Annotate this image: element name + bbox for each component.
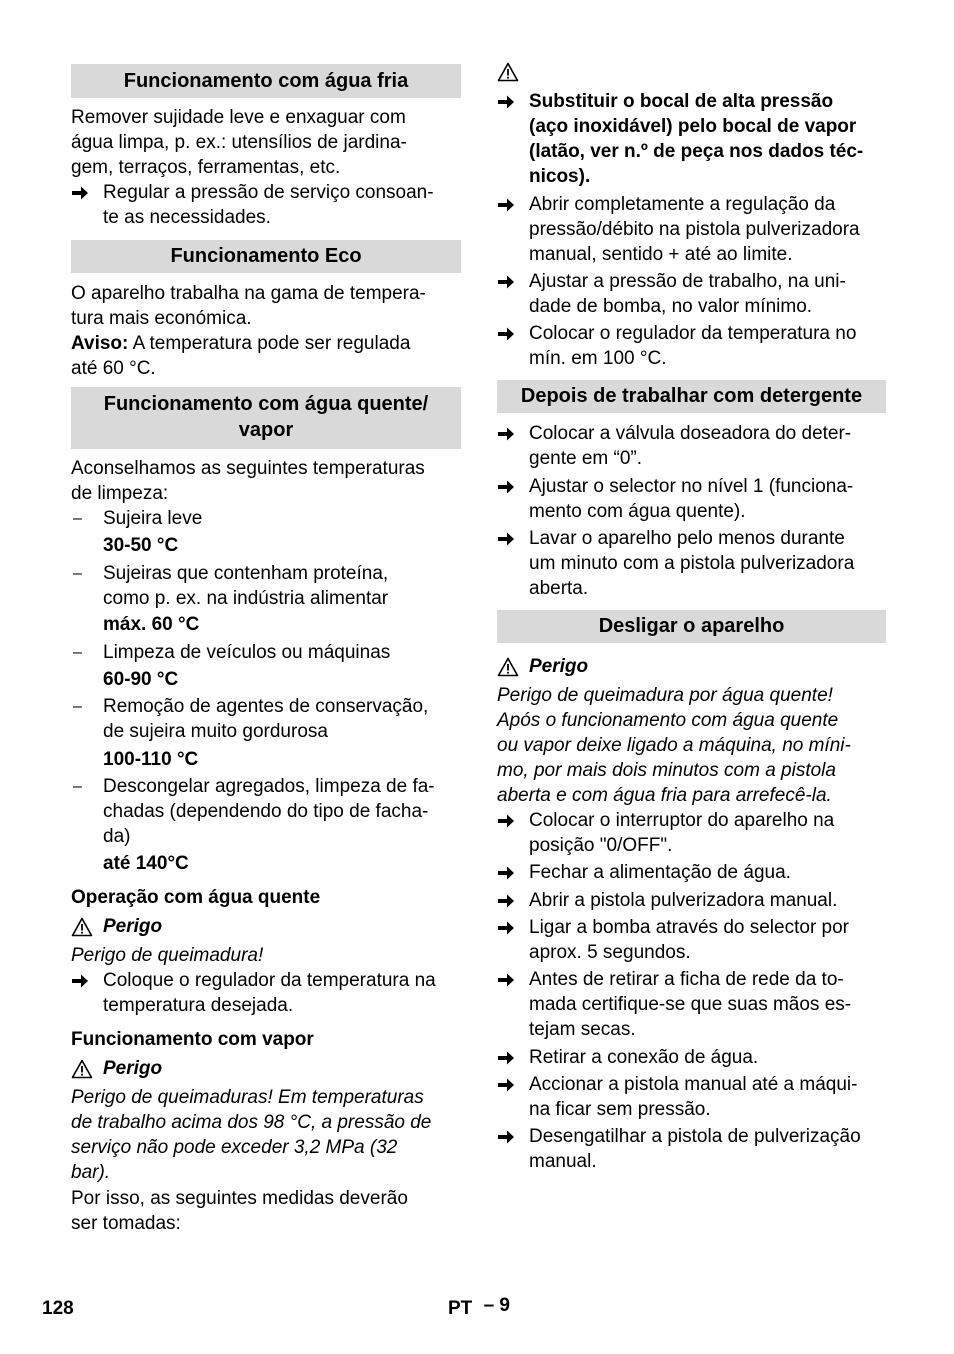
list-item: [71, 694, 461, 744]
arrow-right-icon: [497, 321, 527, 346]
heading-text: vapor: [238, 419, 294, 441]
danger-notice: [71, 1056, 461, 1081]
text-line: Colocar o interruptor do aparelho na: [529, 810, 835, 831]
text-line: pressão/débito na pistola pulverizadora: [529, 219, 860, 240]
temperature-value: 60-90 °C: [103, 669, 179, 690]
arrow-right-icon: [497, 269, 527, 294]
instruction-item: [497, 915, 886, 965]
text-line: dade de bomba, no valor mínimo.: [529, 296, 813, 317]
arrow-right-icon: [71, 180, 101, 205]
text-line: Por isso, as seguintes medidas deverão: [71, 1188, 408, 1209]
danger-label: Perigo: [103, 1058, 163, 1079]
text-line: Colocar o regulador da temperatura no: [529, 323, 857, 344]
instruction-item: [497, 1124, 886, 1174]
text-line: mada certifique-se que suas mãos es-: [529, 994, 852, 1015]
heading-detergente: [497, 380, 886, 413]
text-line: mo, por mais dois minutos com a pistola: [497, 760, 836, 781]
dash-bullet: –: [73, 510, 82, 527]
text-line: chadas (dependendo do tipo de facha-: [103, 801, 429, 822]
instruction-item: [497, 269, 886, 319]
instruction-item: [71, 968, 461, 1018]
text-line: gente em “0”.: [529, 448, 642, 469]
instruction-item: [497, 1045, 886, 1070]
paragraph-eco: [71, 281, 461, 381]
dash-bullet: –: [73, 778, 82, 795]
list-item: [71, 640, 461, 665]
text-line: serviço não pode exceder 3,2 MPa (32: [71, 1137, 398, 1158]
arrow-right-icon: [497, 888, 527, 913]
instruction-item: [497, 967, 886, 1042]
heading-text: Desligar o aparelho: [598, 615, 785, 637]
text-line: da): [103, 826, 131, 847]
text-line: Ligar a bomba através do selector por: [529, 917, 850, 938]
text-line: Coloque o regulador da temperatura na: [103, 970, 436, 991]
text-line: ou vapor deixe ligado a máquina, no míni-: [497, 735, 851, 756]
heading-text: Funcionamento Eco: [170, 245, 362, 267]
list-item: [71, 561, 461, 611]
paragraph-agua-fria: [71, 105, 461, 180]
aviso-label: Aviso:: [71, 333, 129, 354]
heading-text: Depois de trabalhar com detergente: [520, 385, 863, 407]
text-line: temperatura desejada.: [103, 995, 294, 1016]
text-line: Sujeira leve: [103, 508, 203, 529]
text-line: aprox. 5 segundos.: [529, 942, 691, 963]
instruction-item: [497, 192, 886, 267]
danger-label: Perigo: [103, 916, 163, 937]
text-line: água limpa, p. ex.: utensílios de jardina-: [71, 132, 407, 153]
text-line: Abrir completamente a regulação da: [529, 194, 836, 215]
text-line: O aparelho trabalha na gama de tempera-: [71, 283, 426, 304]
instruction-item: [497, 808, 886, 858]
text-line: Regular a pressão de serviço consoan-: [103, 182, 434, 203]
text-line: A temperatura pode ser regulada: [132, 333, 411, 354]
danger-label: Perigo: [529, 656, 589, 677]
list-value: [71, 667, 461, 692]
dash-bullet: –: [73, 644, 82, 661]
text-line: Perigo de queimaduras! Em temperaturas: [71, 1087, 424, 1108]
text-line: tura mais económica.: [71, 308, 252, 329]
text-line: Aconselhamos as seguintes temperaturas: [71, 458, 425, 479]
instruction-item: [497, 860, 886, 885]
text-line: de trabalho acima dos 98 °C, a pressão de: [71, 1112, 432, 1133]
danger-text: Perigo de queimadura!: [71, 945, 264, 966]
text-line: um minuto com a pistola pulverizadora: [529, 553, 855, 574]
text-line: aberta.: [529, 578, 589, 599]
arrow-right-icon: [497, 1045, 527, 1070]
text-line: Substituir o bocal de alta pressão: [529, 91, 834, 112]
arrow-right-icon: [497, 915, 527, 940]
arrow-right-icon: [497, 808, 527, 833]
temperature-value: até 140°C: [103, 853, 189, 874]
heading-text: Funcionamento com água fria: [123, 70, 409, 92]
list-value: [71, 851, 461, 876]
text-line: Após o funcionamento com água quente: [497, 710, 839, 731]
text-line: te as necessidades.: [103, 207, 271, 228]
heading-agua-quente: [71, 387, 461, 449]
text-line: de sujeira muito gordurosa: [103, 721, 328, 742]
instruction-item: [497, 888, 886, 913]
page-number: 128: [42, 1298, 74, 1319]
heading-agua-fria: [71, 64, 461, 98]
text-line: manual, sentido + até ao limite.: [529, 244, 793, 265]
list-item: [71, 774, 461, 849]
text-line: Accionar a pistola manual até a máqui-: [529, 1074, 858, 1095]
text-line: (latão, ver n.º de peça nos dados téc-: [529, 141, 864, 162]
danger-notice: [71, 914, 461, 939]
language-code: PT: [448, 1298, 473, 1319]
text-line: tejam secas.: [529, 1019, 636, 1040]
list-value: [71, 533, 461, 558]
text-line: Fechar a alimentação de água.: [529, 862, 791, 883]
temperature-value: 30-50 °C: [103, 535, 179, 556]
warning-triangle-icon: [497, 657, 519, 677]
list-value: [71, 612, 461, 637]
text-line: Remoção de agentes de conservação,: [103, 696, 429, 717]
section-page: – 9: [483, 1295, 510, 1316]
arrow-right-icon: [497, 526, 527, 551]
text-line: bar).: [71, 1162, 111, 1183]
text-line: gem, terraços, ferramentas, etc.: [71, 157, 341, 178]
text-line: mín. em 100 °C.: [529, 348, 667, 369]
text-line: posição "0/OFF".: [529, 835, 673, 856]
arrow-right-icon: [497, 860, 527, 885]
warning-triangle-icon: [71, 1059, 93, 1079]
dash-bullet: –: [73, 565, 82, 582]
temperature-value: máx. 60 °C: [103, 614, 200, 635]
arrow-right-icon: [497, 89, 527, 114]
text-line: Lavar o aparelho pelo menos durante: [529, 528, 845, 549]
heading-text: Funcionamento com água quente/: [103, 393, 429, 415]
text-line: como p. ex. na indústria alimentar: [103, 588, 389, 609]
arrow-right-icon: [497, 1072, 527, 1097]
instruction-item: [497, 1072, 886, 1122]
text-line: aberta e com água fria para arrefecê-la.: [497, 785, 832, 806]
arrow-right-icon: [497, 967, 527, 992]
warning-triangle-icon: [71, 917, 93, 937]
text-line: Desengatilhar a pistola de pulverização: [529, 1126, 861, 1147]
text-line: mento com água quente).: [529, 501, 746, 522]
text-line: Ajustar o selector no nível 1 (funciona-: [529, 476, 854, 497]
warning-triangle-icon: [497, 62, 886, 88]
instruction-item: [71, 180, 461, 230]
text-line: manual.: [529, 1151, 597, 1172]
danger-text: [497, 683, 886, 808]
heading-desligar: [497, 610, 886, 643]
subheading-vapor: Funcionamento com vapor: [71, 1029, 314, 1050]
dash-bullet: –: [73, 698, 82, 715]
instruction-item: [497, 421, 886, 471]
arrow-right-icon: [497, 192, 527, 217]
instruction-item: [497, 321, 886, 371]
text-line: Abrir a pistola pulverizadora manual.: [529, 890, 838, 911]
text-line: de limpeza:: [71, 483, 169, 504]
paragraph-temperaturas: [71, 456, 461, 506]
text-line: Ajustar a pressão de trabalho, na uni-: [529, 271, 846, 292]
text-line: (aço inoxidável) pelo bocal de vapor: [529, 116, 857, 137]
text-line: Limpeza de veículos ou máquinas: [103, 642, 391, 663]
instruction-item: [497, 526, 886, 601]
text-line: nicos).: [529, 166, 591, 187]
text-line: Descongelar agregados, limpeza de fa-: [103, 776, 435, 797]
paragraph-medidas: [71, 1186, 461, 1236]
text-line: Antes de retirar a ficha de rede da to-: [529, 969, 844, 990]
list-item: [71, 506, 461, 531]
instruction-item: [497, 474, 886, 524]
arrow-right-icon: [497, 1124, 527, 1149]
text-line: Perigo de queimadura por água quente!: [497, 685, 833, 706]
footer-lang: [448, 1296, 510, 1321]
temperature-value: 100-110 °C: [103, 749, 199, 770]
text-line: na ficar sem pressão.: [529, 1099, 711, 1120]
text-line: Sujeiras que contenham proteína,: [103, 563, 389, 584]
arrow-right-icon: [71, 968, 101, 993]
arrow-right-icon: [497, 474, 527, 499]
text-line: até 60 °C.: [71, 358, 156, 379]
instruction-item: [497, 89, 886, 189]
text-line: Remover sujidade leve e enxaguar com: [71, 107, 406, 128]
heading-eco: [71, 240, 461, 273]
text-line: Retirar a conexão de água.: [529, 1047, 759, 1068]
text-line: ser tomadas:: [71, 1213, 181, 1234]
text-line: Colocar a válvula doseadora do deter-: [529, 423, 852, 444]
subheading-agua-quente: Operação com água quente: [71, 887, 321, 908]
arrow-right-icon: [497, 421, 527, 446]
list-value: [71, 747, 461, 772]
danger-text: [71, 1085, 461, 1185]
danger-notice: [497, 654, 886, 679]
